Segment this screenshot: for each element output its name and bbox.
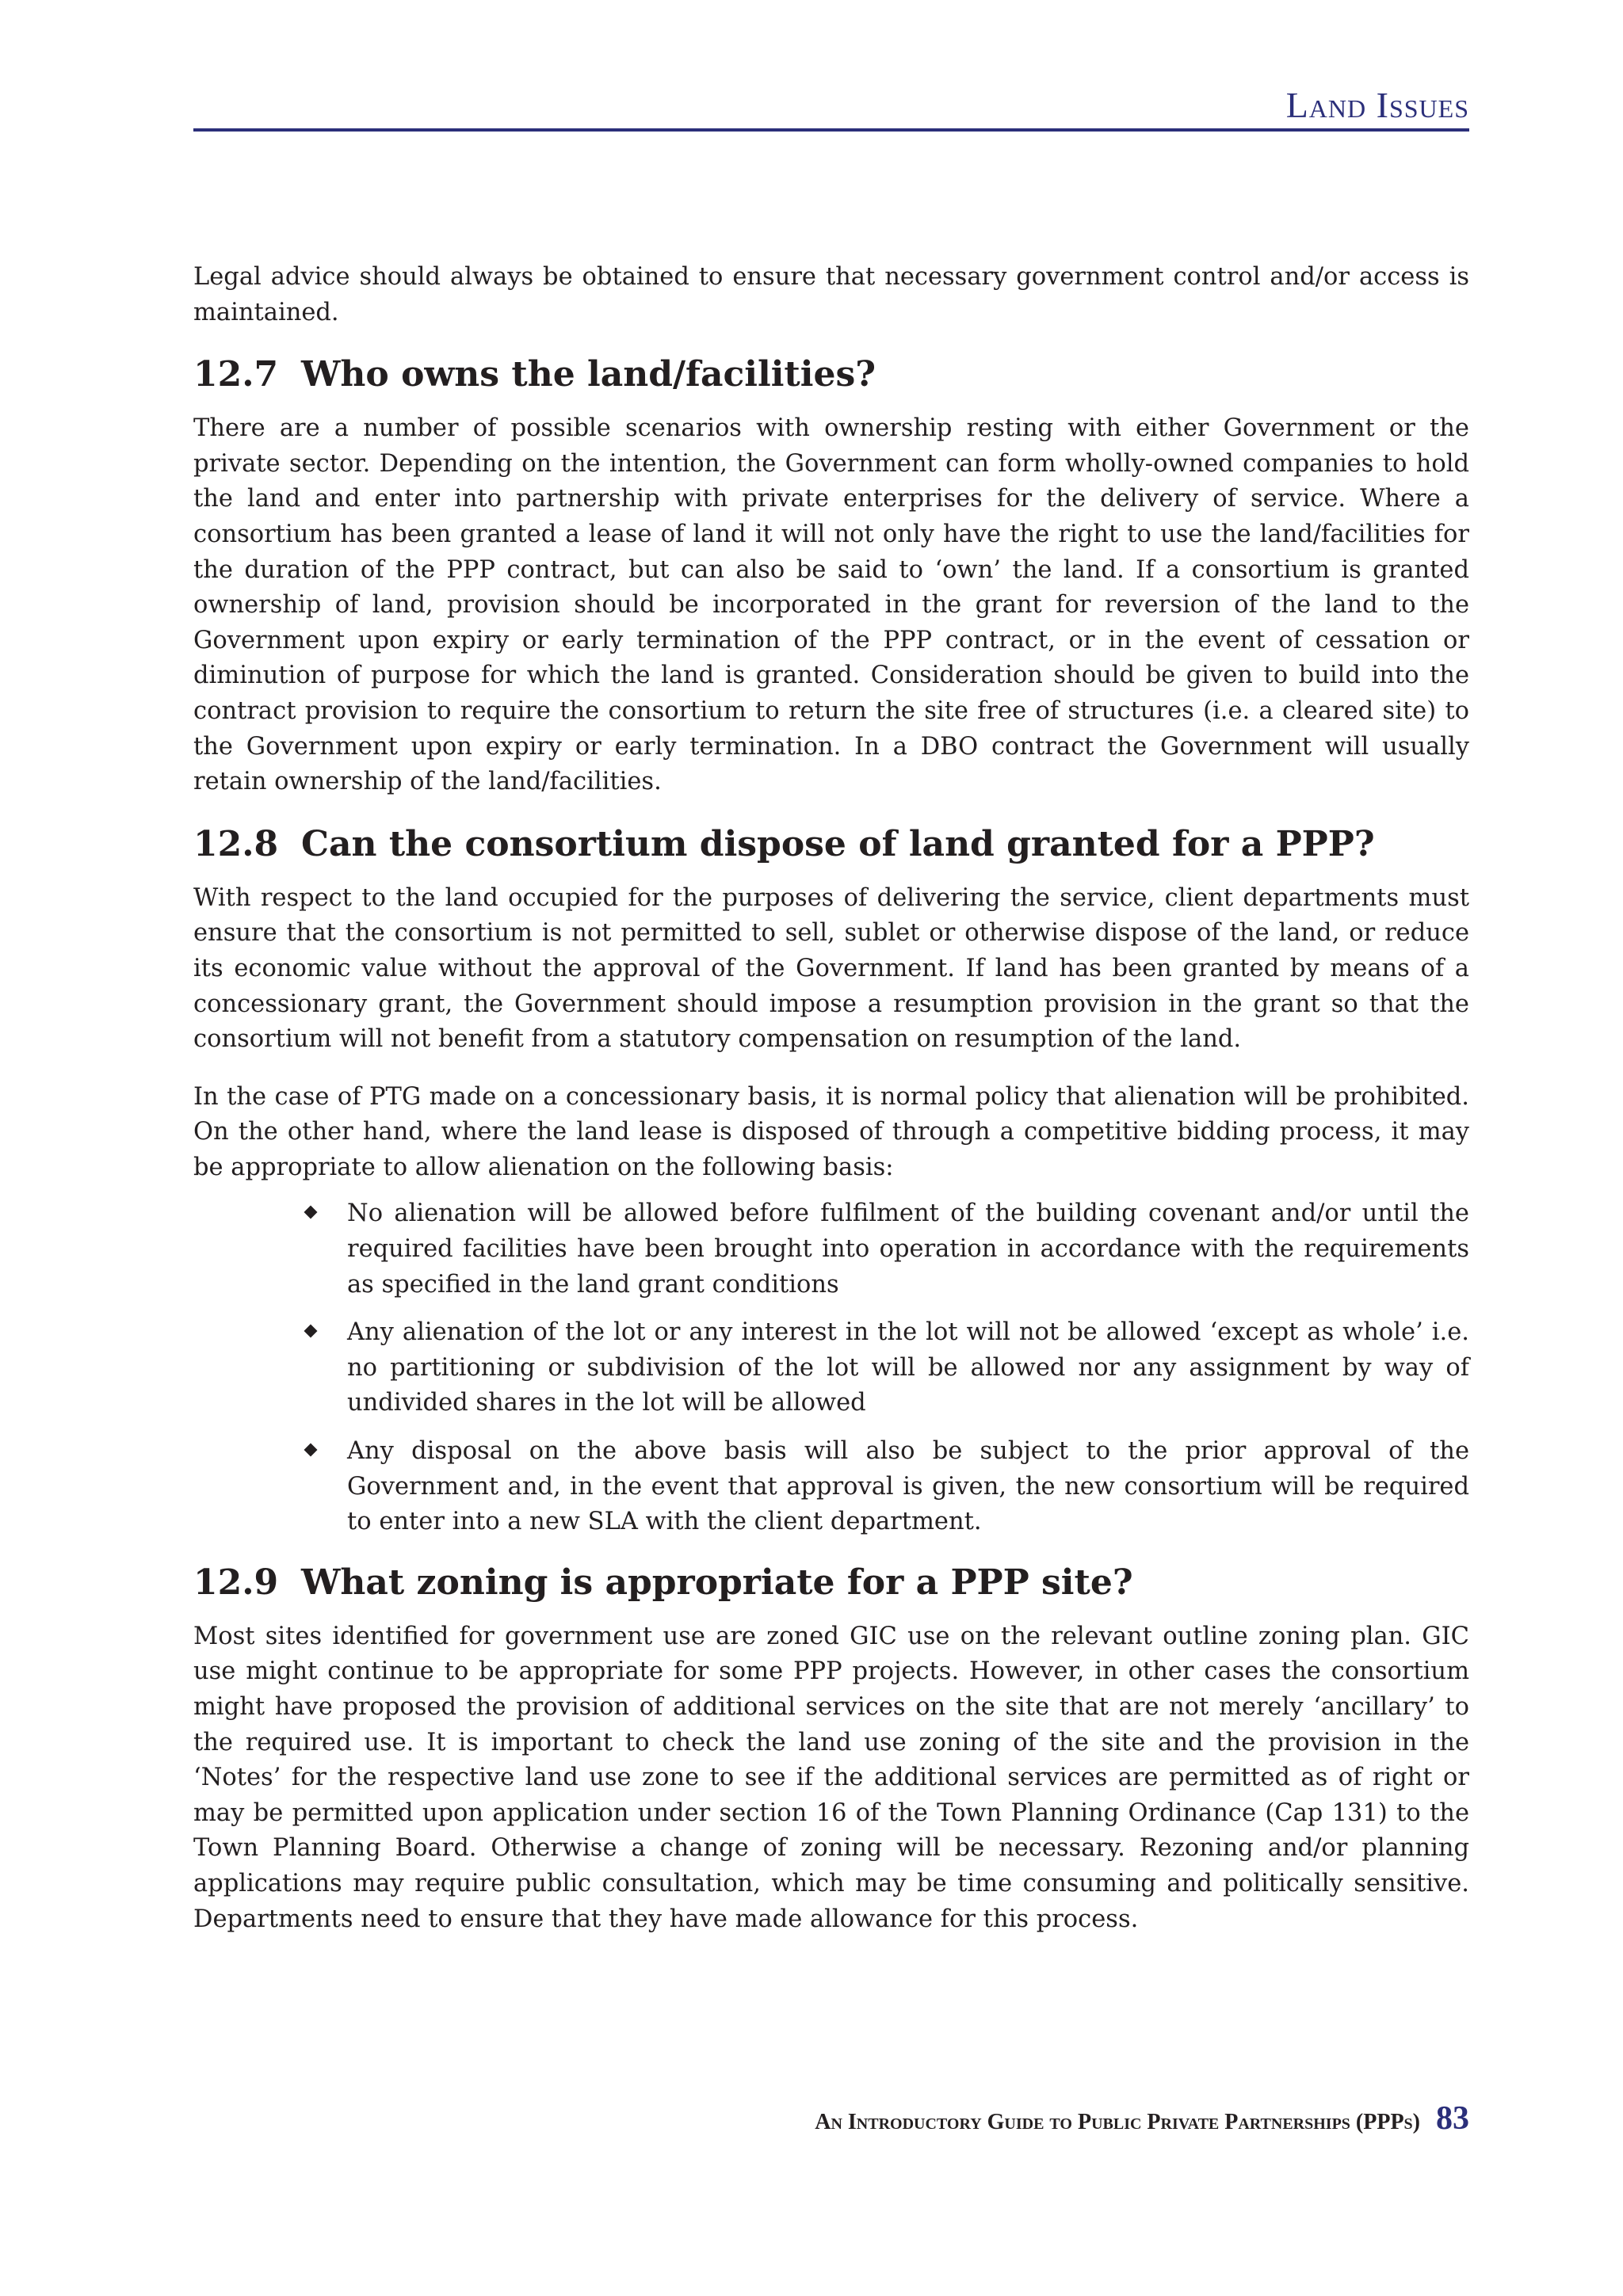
section-number: 12.8	[193, 823, 279, 864]
running-header-title: Land Issues	[1285, 85, 1469, 125]
paragraph: There are a number of possible scenarios with ownership resting with either Government or the private sector. Depending on the intention, the Government can form wholly-owned companies to hold the land and enter into partnership with private enterprises for the delivery of service. Where a consortium has been granted a lease of land it will not only have the right to use the land/facilities for the duration of the PPP contract, but can also be said to ‘own’ the land. If a consortium is granted ownership of land, provision should be incorporated in the grant for reversion of the land to the Government upon expiry or early termination of the PPP contract, or in the event of cessation or diminution of purpose for which the land is granted. Consideration should be given to build into the contract provision to require the consortium to return the site free of structures (i.e. a cleared site) to the Government upon expiry or early termination. In a DBO contract the Government will usually retain ownership of the land/facilities.	[193, 414, 1469, 796]
list-item	[347, 1196, 1469, 1302]
section-number: 12.9	[193, 1562, 279, 1603]
bullet-list	[193, 1196, 1469, 1539]
diamond-bullet-icon	[304, 1325, 318, 1338]
intro-paragraph: Legal advice should always be obtained to ensure that necessary government control and/or access is maintained.	[193, 263, 1469, 326]
list-item	[347, 1434, 1469, 1540]
list-item-text: Any disposal on the above basis will also be subject to the prior approval of the Government and, in the event that approval is given, the new consortium will be required to enter into a new SLA with the client department.	[347, 1437, 1469, 1536]
section-title: Can the consortium dispose of land granted for a PPP?	[301, 823, 1375, 864]
section-title: Who owns the land/facilities?	[301, 354, 876, 395]
diamond-bullet-icon	[304, 1206, 318, 1219]
paragraph: With respect to the land occupied for the purposes of delivering the service, client departments must ensure that the consortium is not permitted to sell, sublet or otherwise dispose of the land, or reduce its economic value without the approval of the Government. If land has been granted by means of a concessionary grant, the Government should impose a resumption provision in the grant so that the consortium will not benefit from a statutory compensation on resumption of the land.	[193, 883, 1469, 1054]
paragraph: In the case of PTG made on a concessionary basis, it is normal policy that alienation will be prohibited. On the other hand, where the land lease is disposed of through a competitive bidding process, it may be appropriate to allow alienation on the following basis:	[193, 1082, 1469, 1181]
section-heading-12-8	[193, 822, 1469, 867]
page-number: 83	[1436, 2100, 1469, 2137]
section-number: 12.7	[193, 354, 279, 395]
page-footer	[815, 2100, 1469, 2138]
list-item	[347, 1315, 1469, 1421]
paragraph: Most sites identified for government use are zoned GIC use on the relevant outline zoning plan. GIC use might continue to be appropriate for some PPP projects. However, in other cases the consortium might have proposed the provision of additional services on the site that are not merely ‘ancillary’ to the required use. It is important to check the land use zoning of the site and the provision in the ‘Notes’ for the respective land use zone to see if the additional services are permitted as of right or may be permitted upon application under section 16 of the Town Planning Ordinance (Cap 131) to the Town Planning Board. Otherwise a change of zoning will be necessary. Rezoning and/or planning applications may require public consultation, which may be time consuming and politically sensitive. Departments need to ensure that they have made allowance for this process.	[193, 1622, 1469, 1933]
section-heading-12-9	[193, 1561, 1469, 1605]
list-item-text: No alienation will be allowed before fulfilment of the building covenant and/or until the required facilities have been brought into operation in accordance with the requirements as specified in the land grant conditions	[347, 1199, 1469, 1299]
page-body	[193, 260, 1469, 1959]
section-title: What zoning is appropriate for a PPP site?	[301, 1562, 1133, 1603]
diamond-bullet-icon	[304, 1444, 318, 1457]
footer-title: An Introductory Guide to Public Private Partnerships (PPPs)	[815, 2110, 1420, 2134]
section-heading-12-7	[193, 353, 1469, 397]
list-item-text: Any alienation of the lot or any interest in the lot will not be allowed ‘except as whole’ i.e. no partitioning or subdivision of the lot will be allowed nor any assignment by way of undivided shares in the lot will be allowed	[347, 1318, 1469, 1417]
header-rule	[193, 128, 1469, 132]
